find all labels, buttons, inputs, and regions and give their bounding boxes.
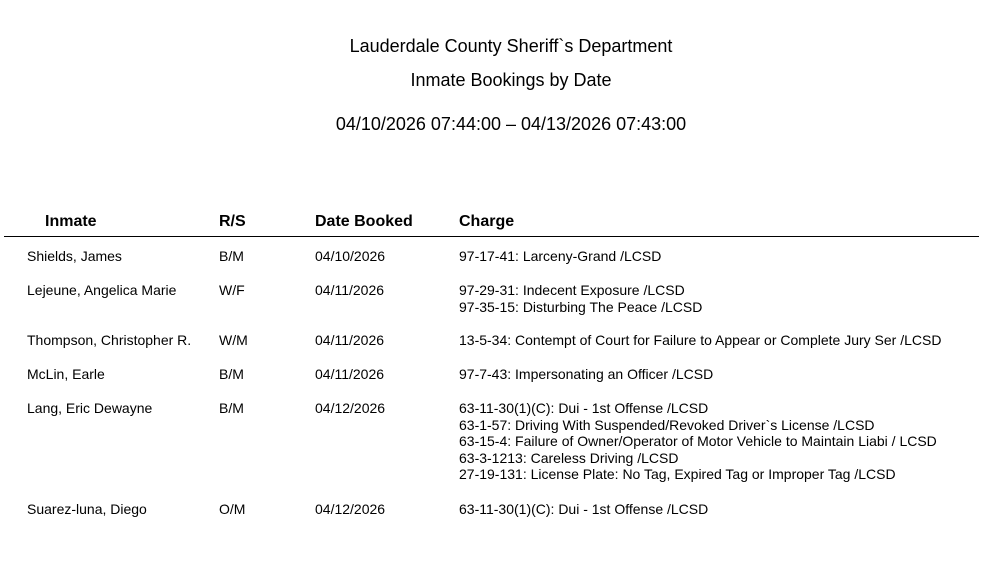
charge-list: [459, 332, 941, 349]
date-booked: 04/12/2026: [315, 400, 386, 416]
race-sex: O/M: [219, 501, 246, 517]
report-title: Inmate Bookings by Date: [410, 70, 612, 90]
race-sex: B/M: [219, 248, 244, 264]
date-booked: 04/11/2026: [315, 282, 385, 298]
charge-line: 13-5-34: Contempt of Court for Failure to Appear or Complete Jury Ser /LCSD: [459, 332, 942, 348]
inmate-name: Shields, James: [27, 248, 122, 264]
charge-list: [459, 366, 713, 383]
date-range: 04/10/2026 07:44:00 – 04/13/2026 07:43:00: [335, 114, 687, 134]
date-booked: 04/11/2026: [315, 332, 385, 348]
charge-list: [459, 248, 661, 265]
inmate-name: Lang, Eric Dewayne: [27, 400, 153, 416]
column-header-inmate: Inmate: [45, 213, 97, 230]
charge-line: 27-19-131: License Plate: No Tag, Expired Tag or Improper Tag /LCSD: [459, 466, 896, 483]
race-sex: B/M: [219, 400, 244, 416]
charge-line: 63-1-57: Driving With Suspended/Revoked Driver`s License /LCSD: [459, 416, 875, 433]
charge-line: 97-7-43: Impersonating an Officer /LCSD: [459, 366, 714, 382]
charge-list: [459, 400, 937, 483]
charge-line: 97-29-31: Indecent Exposure /LCSD: [459, 282, 685, 298]
charge-line: 63-3-1213: Careless Driving /LCSD: [459, 449, 679, 466]
column-header-date-booked: Date Booked: [315, 213, 413, 230]
inmate-name: Lejeune, Angelica Marie: [27, 282, 177, 298]
header-divider: [4, 236, 979, 237]
race-sex: W/F: [219, 282, 245, 298]
charge-list: [459, 501, 708, 518]
charge-line: 63-15-4: Failure of Owner/Operator of Motor Vehicle to Maintain Liabi / LCSD: [459, 433, 937, 450]
department-name: Lauderdale County Sheriff`s Department: [349, 36, 673, 56]
column-header-race-sex: R/S: [219, 213, 246, 230]
charge-line: 97-17-41: Larceny-Grand /LCSD: [459, 248, 662, 264]
date-booked: 04/12/2026: [315, 501, 386, 517]
charge-list: [459, 282, 702, 315]
inmate-name: Thompson, Christopher R.: [27, 332, 192, 348]
inmate-name: McLin, Earle: [27, 366, 105, 382]
column-header-charge: Charge: [459, 213, 515, 230]
charge-line: 97-35-15: Disturbing The Peace /LCSD: [459, 298, 703, 315]
charge-line: 63-11-30(1)(C): Dui - 1st Offense /LCSD: [459, 400, 709, 416]
inmate-name: Suarez-luna, Diego: [27, 501, 147, 517]
date-booked: 04/10/2026: [315, 248, 386, 264]
race-sex: B/M: [219, 366, 244, 382]
charge-line: 63-11-30(1)(C): Dui - 1st Offense /LCSD: [459, 501, 709, 517]
date-booked: 04/11/2026: [315, 366, 385, 382]
race-sex: W/M: [219, 332, 248, 348]
